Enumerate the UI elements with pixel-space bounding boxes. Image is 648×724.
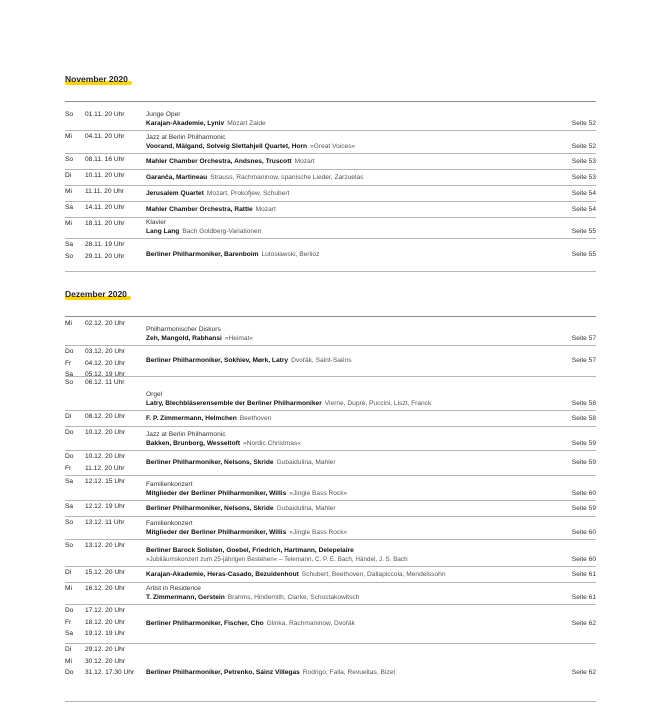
event-performers: Lang Lang [146, 228, 180, 235]
event-row [65, 539, 596, 567]
date-time: 30.12. 20 Uhr [85, 657, 125, 665]
event-program: Lutosławski, Berlioz [261, 251, 320, 258]
event-row [65, 185, 596, 202]
event-main-line [146, 142, 526, 151]
date-time: 15.12. 20 Uhr [85, 569, 125, 576]
weekday: Mi [65, 320, 72, 327]
event-main-line [146, 619, 526, 628]
event-performers: Voorand, Mälgand, Solveig Slettahjell Quartet, Horn [146, 143, 308, 150]
event-main-line [146, 205, 526, 214]
section-top-rule [65, 101, 596, 102]
event-content [146, 414, 526, 423]
event-main-line [146, 668, 526, 677]
event-content [146, 356, 526, 365]
weekday: Sa [65, 204, 74, 211]
date-time: 17.12. 20 Uhr [85, 607, 125, 614]
weekday: Fr [65, 464, 72, 472]
page-reference: Seite 53 [571, 157, 596, 165]
event-main-line [146, 458, 526, 467]
date-time: 14.11. 20 Uhr [85, 204, 125, 211]
event-row [65, 410, 596, 427]
event-main-line [146, 570, 526, 579]
weekday: Sa [65, 503, 74, 510]
date-time: 10.11. 20 Uhr [85, 172, 125, 179]
date-time: 13.12. 11 Uhr [85, 519, 125, 526]
event-program: Mozart Zaide [227, 120, 266, 127]
event-main-line [146, 189, 526, 198]
event-row [65, 643, 596, 702]
event-content [146, 504, 526, 513]
event-content [146, 133, 526, 151]
weekday: Mi [65, 585, 72, 592]
event-main-line [146, 593, 526, 602]
event-row [65, 450, 596, 476]
page-reference: Seite 53 [571, 173, 596, 181]
date-time: 11.11. 20 Uhr [85, 188, 124, 195]
date-time: 04.12. 20 Uhr [85, 359, 125, 367]
page-reference: Seite 54 [571, 189, 596, 197]
event-main-line [146, 356, 526, 365]
event-performers: Garanča, Martineau [146, 173, 208, 181]
event-main-line [146, 119, 526, 128]
weekday: Sa [65, 478, 74, 485]
weekday: So [65, 519, 74, 526]
event-performers: Karajan-Akademie, Heras-Casado, Bezuidenhout [146, 570, 299, 578]
event-note: »Jubiläumskonzert zum 25-jährigen Bestehen« – Telemann, C. P. E. Bach, Händel, J. S. Bach [146, 556, 408, 563]
event-row [65, 500, 596, 517]
date-time: 08.11. 16 Uhr [85, 156, 125, 163]
event-main-line [146, 399, 526, 408]
event-category: Klavier [146, 219, 167, 226]
page-reference: Seite 61 [571, 594, 596, 601]
weekday: Do [65, 607, 74, 614]
event-program: »Heimat« [224, 335, 254, 342]
event-performers: Mitglieder der Berliner Philharmoniker, Willis [146, 529, 287, 536]
event-program: Rodrigo, Falla, Revueltas, Bizet [302, 668, 396, 676]
page-reference: Seite 55 [571, 228, 596, 235]
event-program: Bach Goldberg-Variationen [182, 228, 262, 235]
weekday: Mi [65, 188, 72, 195]
date-time: 05.12. 19 Uhr [85, 371, 125, 378]
date-time: 12.12. 19 Uhr [85, 503, 125, 510]
date-time: 18.12. 20 Uhr [85, 618, 125, 626]
event-row [65, 516, 596, 540]
weekday: Di [65, 646, 72, 653]
event-content [146, 619, 526, 628]
weekday: Do [65, 348, 74, 355]
event-row [65, 201, 596, 218]
weekday: So [65, 111, 74, 118]
date-time: 10.12. 20 Uhr [85, 429, 125, 436]
weekday: Mi [65, 657, 72, 665]
event-content [146, 458, 526, 467]
event-performers: Berliner Philharmoniker, Sokhiev, Mørk, Latry [146, 357, 289, 364]
event-content [146, 584, 526, 602]
month-section [65, 289, 596, 709]
event-program: Mozart [255, 205, 276, 213]
event-content [146, 157, 526, 166]
weekday: Mi [65, 133, 72, 140]
date-time: 04.11. 20 Uhr [85, 133, 125, 140]
date-time: 16.12. 20 Uhr [85, 585, 125, 592]
date-time: 06.12. 11 Uhr [85, 379, 125, 386]
date-time: 12.12. 15 Uhr [85, 478, 125, 485]
event-program: Gubaidulina, Mahler [276, 504, 336, 512]
event-program: Dvořák, Saint-Saëns [291, 357, 352, 364]
event-row [65, 153, 596, 170]
event-category: Artist in Residence [146, 585, 201, 592]
weekday: Do [65, 453, 74, 460]
event-performers: Mahler Chamber Orchestra, Andsnes, Truscott [146, 157, 292, 165]
event-program: Mozart [294, 157, 315, 165]
page-reference: Seite 62 [571, 668, 596, 676]
event-content [146, 205, 526, 214]
event-row [65, 217, 596, 239]
weekday: Sa [65, 241, 74, 248]
event-content [146, 480, 526, 498]
event-content [146, 570, 526, 579]
event-content [146, 390, 526, 408]
event-content [146, 325, 526, 343]
event-category: Familienkonzert [146, 481, 193, 488]
section-title-text: November 2020 [65, 74, 128, 84]
event-main-line [146, 504, 526, 513]
weekday: So [65, 542, 74, 549]
event-row [65, 376, 596, 411]
event-content [146, 173, 526, 182]
event-main-line [146, 250, 526, 259]
event-row [65, 108, 596, 131]
event-program: Strauss, Rachmaninow, spanische Lieder, Zarzuelas [210, 173, 364, 181]
weekday: Sa [65, 371, 74, 378]
section-title-text: Dezember 2020 [65, 289, 127, 299]
weekday: So [65, 156, 74, 163]
event-row [65, 169, 596, 186]
event-program: »Jingle Bass Rock« [289, 490, 348, 497]
date-time: 10.12. 20 Uhr [85, 453, 125, 460]
event-row [65, 426, 596, 451]
event-main-line [146, 227, 526, 236]
date-time: 08.12. 20 Uhr [85, 413, 125, 420]
event-program: »Great Voices« [310, 143, 356, 150]
weekday: Mi [65, 220, 72, 227]
weekday: Fr [65, 359, 72, 367]
event-performers: Jerusalem Quartet [146, 189, 204, 197]
date-time: 01.11. 20 Uhr [85, 111, 125, 118]
page-reference: Seite 61 [571, 570, 596, 578]
weekday: So [65, 252, 74, 260]
page-reference: Seite 55 [571, 251, 596, 258]
event-performers: Berliner Philharmoniker, Barenboim [146, 251, 259, 258]
event-performers: T. Zimmermann, Gerstein [146, 594, 225, 601]
date-time: 03.12. 20 Uhr [85, 348, 125, 355]
page-reference: Seite 59 [571, 459, 596, 466]
date-time: 29.12. 20 Uhr [85, 646, 125, 653]
page-reference: Seite 52 [571, 120, 596, 127]
event-content [146, 430, 526, 448]
event-performers: Latry, Blechbläserensemble der Berliner Philharmoniker [146, 400, 322, 407]
page-reference: Seite 52 [571, 143, 596, 150]
event-row [65, 130, 596, 154]
event-category: Junge Oper [146, 111, 181, 118]
page-reference: Seite 60 [571, 556, 596, 563]
weekday: Sa [65, 630, 74, 637]
date-time: 11.12. 20 Uhr [85, 464, 125, 472]
event-performers: Berliner Barock Solisten, Goebel, Friedrich, Hartmann, Delepelaire [146, 547, 354, 554]
page-reference: Seite 59 [571, 440, 596, 447]
page-reference: Seite 54 [571, 205, 596, 213]
event-main-line [146, 157, 526, 166]
date-time: 28.11. 19 Uhr [85, 241, 125, 248]
section-title [65, 74, 128, 84]
event-category: Familienkonzert [146, 520, 193, 527]
event-main-line [146, 546, 526, 555]
event-main-line [146, 489, 526, 498]
event-content [146, 519, 526, 537]
event-main-line [146, 334, 526, 343]
event-performers: Berliner Philharmoniker, Fischer, Cho [146, 620, 264, 627]
date-time: 18.11. 20 Uhr [85, 220, 125, 227]
event-row [65, 345, 596, 377]
event-program: »Jingle Bass Rock« [289, 529, 348, 536]
event-row [65, 604, 596, 644]
event-performers: Mahler Chamber Orchestra, Rattle [146, 205, 253, 213]
weekday: Do [65, 669, 74, 676]
event-main-line [146, 414, 526, 423]
event-program: Vierne, Dupré, Puccini, Liszt, Franck [324, 400, 432, 407]
weekday: Fr [65, 618, 72, 626]
event-row [65, 238, 596, 272]
weekday: So [65, 379, 74, 386]
event-performers: Karajan-Akademie, Lyniv [146, 120, 225, 127]
event-program: Beethoven [239, 414, 272, 422]
event-program: Glinka, Rachmaninow, Dvořák [266, 620, 355, 627]
page-reference: Seite 57 [571, 357, 596, 364]
event-content [146, 546, 526, 564]
page-reference: Seite 58 [571, 414, 596, 422]
page-reference: Seite 57 [571, 335, 596, 342]
event-performers: Zeh, Mangold, Rabhansi [146, 335, 222, 342]
page-reference: Seite 58 [571, 400, 596, 407]
event-performers: Mitglieder der Berliner Philharmoniker, Willis [146, 490, 287, 497]
date-time: 02.12. 20 Uhr [85, 320, 125, 327]
weekday: Do [65, 429, 74, 436]
event-content [146, 189, 526, 198]
event-category: Jazz at Berlin Philharmonic [146, 134, 226, 141]
date-time: 19.12. 19 Uhr [85, 630, 125, 637]
event-program: Mozart, Prokofjew, Schubert [206, 189, 290, 197]
section-title [65, 289, 127, 299]
event-row [65, 566, 596, 583]
event-category: Philharmonischer Diskurs [146, 326, 221, 333]
weekday: Di [65, 413, 72, 420]
event-row [65, 475, 596, 501]
weekday: Di [65, 172, 72, 179]
page-reference: Seite 60 [571, 529, 596, 536]
page-reference: Seite 60 [571, 490, 596, 497]
event-main-line [146, 528, 526, 537]
event-program: Gubaidulina, Mahler [276, 459, 336, 466]
page-reference: Seite 62 [571, 620, 596, 627]
event-content [146, 668, 526, 677]
event-performers: F. P. Zimmermann, Helmchen [146, 414, 237, 422]
event-main-line [146, 173, 526, 182]
date-time: 31.12. 17.30 Uhr [85, 669, 135, 676]
event-program: »Nordic Christmas« [243, 440, 301, 447]
date-time: 13.12. 20 Uhr [85, 542, 125, 549]
event-program: Schubert, Beethoven, Dallapiccola, Mendelssohn [301, 570, 446, 578]
date-time: 29.11. 20 Uhr [85, 252, 125, 260]
event-program: Brahms, Hindemith, Clarke, Schostakowitsch [227, 594, 360, 601]
event-content [146, 218, 526, 236]
event-performers: Berliner Philharmoniker, Nelsons, Skride [146, 459, 274, 466]
event-row [65, 317, 596, 346]
event-row [65, 582, 596, 605]
event-category: Jazz at Berlin Philharmonic [146, 431, 226, 438]
weekday: Di [65, 569, 72, 576]
page-reference: Seite 59 [571, 504, 596, 512]
event-performers: Bakken, Brunborg, Wesseltoft [146, 440, 241, 447]
event-performers: Berliner Philharmoniker, Petrenko, Sáinz Villegas [146, 668, 300, 676]
event-performers: Berliner Philharmoniker, Nelsons, Skride [146, 504, 274, 512]
event-content [146, 250, 526, 259]
event-main-line [146, 439, 526, 448]
event-category: Orgel [146, 391, 163, 398]
event-content [146, 110, 526, 128]
